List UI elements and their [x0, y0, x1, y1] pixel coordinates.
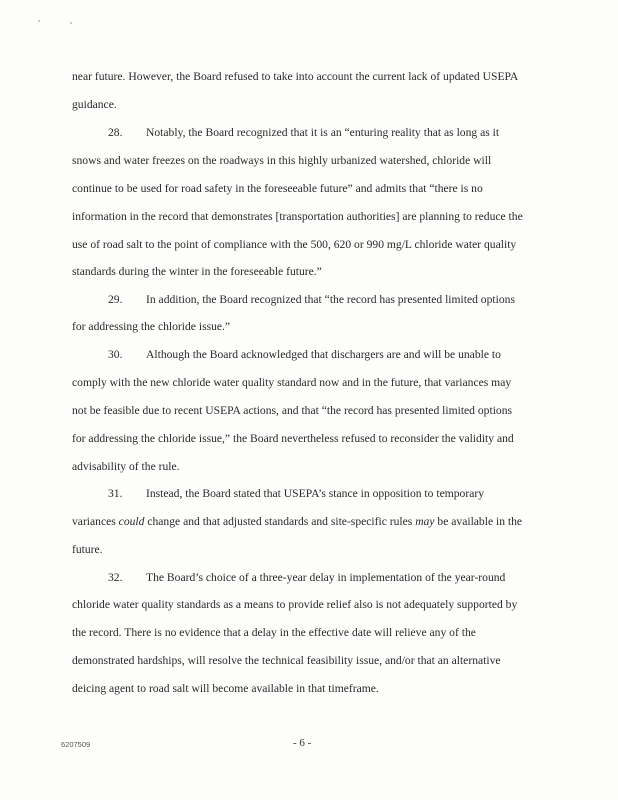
paragraph-29-first-line: 29. In addition, the Board recognized that “the record has presented limited options [108, 293, 515, 306]
paragraph-number: 28. [108, 126, 123, 139]
paragraph-30-first-line: 30. Although the Board acknowledged that dischargers are and will be unable to [108, 348, 501, 361]
text-line: guidance. [72, 98, 117, 111]
text-line: advisability of the rule. [72, 460, 180, 473]
paragraph-32-first-line: 32. The Board’s choice of a three-year delay in implementation of the year-round [108, 571, 506, 584]
text-line: standards during the winter in the foreseeable future.” [72, 265, 322, 278]
text-line: the record. There is no evidence that a delay in the effective date will relieve any of the [72, 626, 476, 639]
emphasis-may: may [415, 515, 435, 528]
text-line: for addressing the chloride issue.” [72, 320, 231, 333]
page-number: - 6 - [293, 737, 312, 749]
text-line: future. [72, 543, 103, 556]
text-line: information in the record that demonstrates [transportation authorities] are planning to reduce the [72, 210, 523, 223]
text-line: use of road salt to the point of compliance with the 500, 620 or 990 mg/L chloride water quality [72, 238, 517, 251]
text-line: comply with the new chloride water quality standard now and in the future, that variances may [72, 376, 512, 389]
text-line: near future. However, the Board refused to take into account the current lack of updated USEPA [72, 70, 519, 83]
text-line: demonstrated hardships, will resolve the technical feasibility issue, and/or that an alternative [72, 654, 501, 667]
paragraph-number: 31. [108, 487, 123, 500]
text-line: chloride water quality standards as a means to provide relief also is not adequately supported by [72, 598, 518, 611]
text-line: for addressing the chloride issue,” the Board nevertheless refused to reconsider the validity and [72, 432, 514, 445]
text-line: snows and water freezes on the roadways in this highly urbanized watershed, chloride will [72, 154, 492, 167]
text-line: deicing agent to road salt will become available in that timeframe. [72, 682, 379, 695]
document-id: 6207509 [61, 740, 91, 749]
text-line: continue to be used for road safety in the foreseeable future” and admits that “there is no [72, 182, 483, 195]
text-line: not be feasible due to recent USEPA actions, and that “the record has presented limited options [72, 404, 513, 417]
scan-speck [70, 22, 72, 24]
scan-speck [38, 20, 40, 22]
text-line: variances could change and that adjusted standards and site-specific rules may be available in the [72, 515, 523, 528]
paragraph-number: 32. [108, 571, 123, 584]
emphasis-could: could [118, 515, 145, 528]
paragraph-31-first-line: 31. Instead, the Board stated that USEPA’s stance in opposition to temporary [108, 487, 484, 500]
paragraph-28-first-line: 28. Notably, the Board recognized that it is an “enturing reality that as long as it [108, 126, 500, 139]
paragraph-number: 29. [108, 293, 123, 306]
paragraph-number: 30. [108, 348, 123, 361]
